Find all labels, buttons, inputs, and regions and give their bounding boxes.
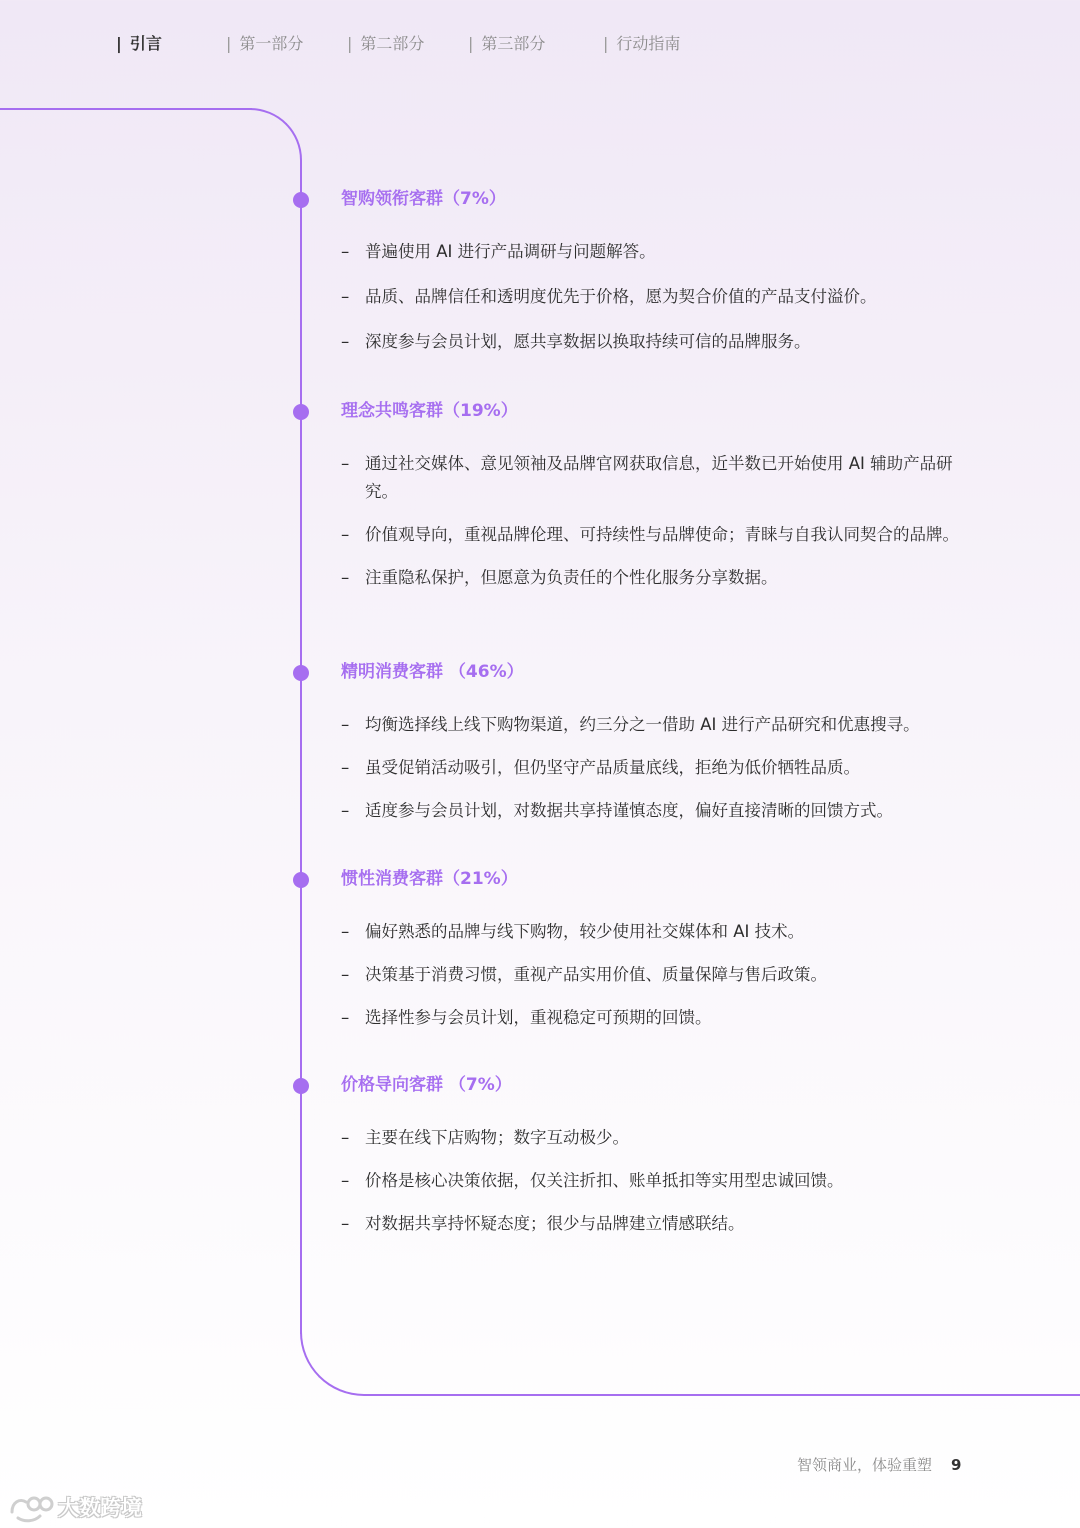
watermark-text: 大数跨境 — [58, 1496, 142, 1520]
section-nav — [0, 30, 1080, 60]
list-item-text: 普遍使用 AI 进行产品调研与问题解答。 — [365, 242, 656, 261]
dash-marker: – — [341, 525, 350, 544]
dash-marker: – — [341, 287, 350, 306]
list-item-text: 适度参与会员计划，对数据共享持谨慎态度，偏好直接清晰的回馈方式。 — [365, 801, 893, 820]
dash-marker: – — [341, 715, 350, 734]
list-item — [341, 283, 971, 311]
nav-separator: | — [226, 34, 232, 53]
dash-marker: – — [341, 454, 350, 473]
list-item — [341, 1124, 971, 1152]
timeline-line — [300, 186, 302, 1334]
dash-marker: – — [341, 1128, 350, 1147]
list-item — [341, 797, 971, 825]
list-item — [341, 521, 971, 549]
timeline-dot — [293, 665, 309, 681]
page-number: 9 — [951, 1456, 962, 1474]
dash-marker: – — [341, 758, 350, 777]
list-item-text: 深度参与会员计划，愿共享数据以换取持续可信的品牌服务。 — [365, 332, 811, 351]
list-item-text: 价格是核心决策依据，仅关注折扣、账单抵扣等实用型忠诚回馈。 — [365, 1171, 844, 1190]
nav-item-part-three[interactable] — [468, 30, 545, 58]
list-item — [341, 1167, 971, 1195]
list-item — [341, 961, 971, 989]
nav-item-label: 第二部分 — [360, 34, 425, 53]
list-item-text: 决策基于消费习惯，重视产品实用价值、质量保障与售后政策。 — [365, 965, 827, 984]
list-item — [341, 564, 971, 592]
frame-line-bottom — [364, 1394, 1080, 1396]
nav-item-part-one[interactable] — [226, 30, 303, 58]
timeline-dot — [293, 192, 309, 208]
dash-marker: – — [341, 922, 350, 941]
watermark-logo-icon — [8, 1492, 54, 1524]
nav-item-label: 第三部分 — [481, 34, 546, 53]
list-item-text: 注重隐私保护，但愿意为负责任的个性化服务分享数据。 — [365, 568, 778, 587]
list-item-text: 价值观导向，重视品牌伦理、可持续性与品牌使命；青睐与自我认同契合的品牌。 — [365, 525, 959, 544]
list-item-text: 选择性参与会员计划，重视稳定可预期的回馈。 — [365, 1008, 712, 1027]
list-item — [341, 238, 971, 266]
dash-marker: – — [341, 242, 350, 261]
footer-title: 智领商业，体验重塑 — [796, 1456, 932, 1474]
nav-separator: | — [603, 34, 609, 53]
list-item-text: 主要在线下店购物；数字互动极少。 — [365, 1128, 629, 1147]
list-item — [341, 1210, 971, 1238]
dash-marker: – — [341, 801, 350, 820]
nav-item-label: 第一部分 — [239, 34, 304, 53]
timeline-dot — [293, 1078, 309, 1094]
nav-separator: | — [347, 34, 353, 53]
segment-title: 理念共鸣客群（19%） — [341, 401, 518, 421]
list-item-text: 通过社交媒体、意见领袖及品牌官网获取信息，近半数已开始使用 AI 辅助产品研究。 — [365, 454, 953, 501]
nav-item-part-two[interactable] — [347, 30, 424, 58]
frame-line-top — [0, 108, 252, 110]
segment-bullets — [341, 238, 971, 356]
timeline-dot — [293, 404, 309, 420]
list-item-text: 对数据共享持怀疑态度；很少与品牌建立情感联结。 — [365, 1214, 745, 1233]
dash-marker: – — [341, 1008, 350, 1027]
dash-marker: – — [341, 1214, 350, 1233]
list-item — [341, 1004, 971, 1032]
dash-marker: – — [341, 1171, 350, 1190]
list-item-text: 品质、品牌信任和透明度优先于价格，愿为契合价值的产品支付溢价。 — [365, 287, 877, 306]
nav-separator: | — [468, 34, 474, 53]
list-item — [341, 918, 971, 946]
segment-bullets — [341, 450, 971, 592]
dash-marker: – — [341, 965, 350, 984]
dash-marker: – — [341, 568, 350, 587]
segment-title: 精明消费客群 （46%） — [341, 662, 524, 682]
list-item — [341, 711, 971, 739]
nav-item-action-guide[interactable] — [603, 30, 680, 58]
list-item — [341, 754, 971, 782]
segment-title: 惯性消费客群（21%） — [341, 869, 518, 889]
segment-bullets — [341, 711, 971, 825]
dash-marker: – — [341, 332, 350, 351]
segment-bullets — [341, 918, 971, 1032]
frame-curve-bottom — [300, 1332, 366, 1396]
list-item-text: 均衡选择线上线下购物渠道，约三分之一借助 AI 进行产品研究和优惠搜寻。 — [365, 715, 920, 734]
nav-item-label: 行动指南 — [616, 34, 681, 53]
list-item-text: 虽受促销活动吸引，但仍坚守产品质量底线，拒绝为低价牺牲品质。 — [365, 758, 860, 777]
segment-title: 智购领衔客群（7%） — [341, 189, 506, 209]
list-item-text: 偏好熟悉的品牌与线下购物，较少使用社交媒体和 AI 技术。 — [365, 922, 805, 941]
segment-title: 价格导向客群 （7%） — [341, 1075, 512, 1095]
nav-item-label: 引言 — [129, 34, 162, 53]
frame-curve-top — [250, 108, 302, 188]
nav-item-intro[interactable] — [116, 30, 162, 58]
timeline-dot — [293, 872, 309, 888]
nav-separator: | — [116, 34, 122, 53]
list-item — [341, 450, 971, 506]
list-item — [341, 328, 971, 356]
segment-bullets — [341, 1124, 971, 1238]
